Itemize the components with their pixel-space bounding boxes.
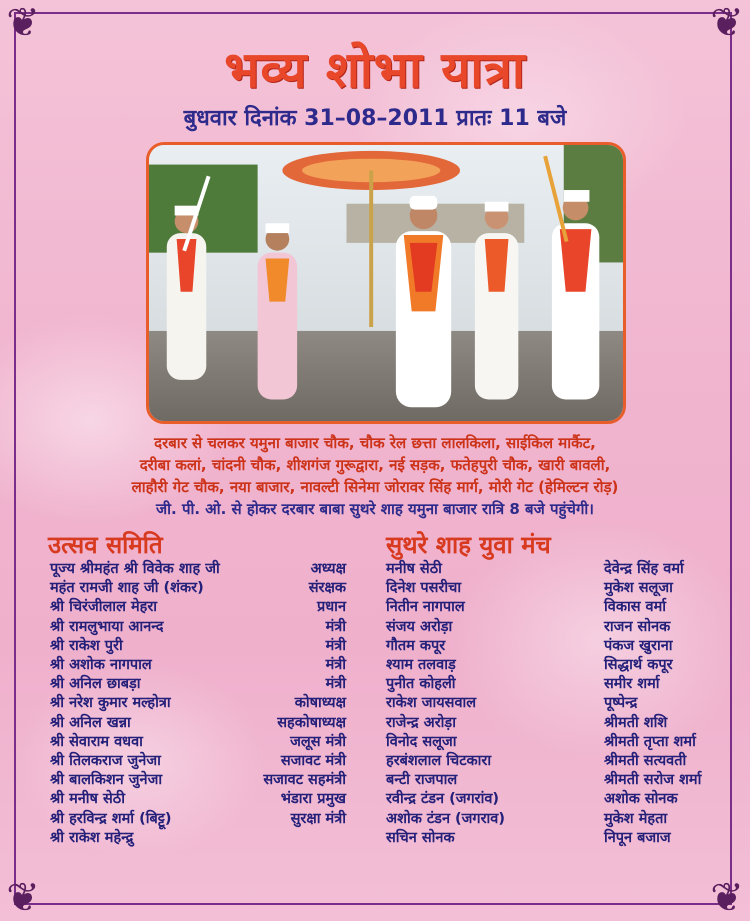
- list-item: राजन सोनक: [604, 618, 671, 635]
- route-line: दरबार से चलकर यमुना बाजार चौक, चौक रेल छत्ता लालकिला, साईकिल मार्कैट,: [154, 434, 596, 452]
- list-item: प्रधान: [317, 599, 346, 616]
- yuva-manch-list-2: [604, 560, 701, 848]
- committee-role-list: [262, 560, 346, 829]
- list-item: श्री राकेश पुरी: [50, 637, 123, 654]
- list-item: श्री मनीष सेठी: [50, 791, 125, 808]
- ornament-corner-icon: ❦: [6, 875, 40, 921]
- list-item: मंत्री: [325, 618, 346, 635]
- list-item: विकास वर्मा: [604, 599, 667, 616]
- list-item: श्री सेवाराम वधवा: [50, 733, 143, 750]
- list-item: संजय अरोड़ा: [386, 618, 453, 635]
- committee-name-list: [50, 560, 220, 848]
- ornament-corner-icon: ❦: [710, 0, 744, 46]
- procession-photo-illustration: [149, 145, 623, 421]
- ornament-corner-icon: ❦: [6, 0, 40, 46]
- list-item: समीर शर्मा: [604, 676, 660, 693]
- page-title: भव्य शोभा यात्रा: [224, 41, 526, 99]
- list-item: देवेन्द्र सिंह वर्मा: [604, 561, 684, 577]
- list-item: बन्टी राजपाल: [386, 772, 458, 789]
- list-item: संरक्षक: [308, 580, 346, 597]
- ornament-corner-icon: ❦: [710, 875, 744, 921]
- list-item: श्रीमती तृप्ता शर्मा: [604, 733, 696, 750]
- list-item: सचिन सोनक: [386, 829, 455, 846]
- list-item: पूज्य श्रीमहंत श्री विवेक शाह जी: [50, 561, 220, 577]
- list-item: श्रीमती सरोज शर्मा: [604, 772, 702, 789]
- list-item: जलूस मंत्री: [290, 733, 346, 750]
- yuva-manch-list-1: [386, 560, 505, 848]
- list-item: सजावट सहमंत्री: [263, 772, 346, 789]
- list-item: श्री अनिल खन्ना: [50, 714, 131, 731]
- list-item: श्री रामलुभाया आनन्द: [50, 618, 164, 635]
- procession-route: [30, 432, 720, 520]
- list-item: श्रीमती सत्यवती: [604, 753, 687, 770]
- list-item: महंत रामजी शाह जी (शंकर): [50, 580, 204, 597]
- list-item: अध्यक्ष: [310, 561, 346, 577]
- list-item: राकेश जायसवाल: [386, 695, 477, 712]
- list-item: दिनेश पसरीचा: [386, 580, 462, 597]
- list-item: विनोद सलूजा: [386, 733, 457, 750]
- list-item: मुकेश मेहता: [604, 810, 668, 827]
- list-item: मंत्री: [325, 637, 346, 654]
- list-item: मंत्री: [325, 676, 346, 693]
- yuva-manch-heading: सुथरे शाह युवा मंच: [386, 531, 551, 559]
- list-item: गौतम कपूर: [386, 637, 446, 654]
- list-item: अशोक सोनक: [604, 791, 678, 808]
- list-item: श्याम तलवाड़: [386, 657, 456, 674]
- list-item: पुनीत कोहली: [386, 676, 456, 693]
- list-item: कोषाध्यक्ष: [294, 695, 346, 712]
- list-item: मंत्री: [325, 657, 346, 674]
- list-item: श्री नरेश कुमार मल्होत्रा: [50, 695, 171, 712]
- list-item: सुरक्षा मंत्री: [290, 810, 346, 827]
- event-date: बुधवार दिनांक 31–08–2011 प्रातः 11 बजे: [183, 106, 567, 131]
- route-line: दरीबा कलां, चांदनी चौक, शीशगंज गुरूद्वारा, नई सड़क, फतेहपुरी चौक, खारी बावली,: [139, 456, 611, 474]
- list-item: श्री बालकिशन जुनेजा: [50, 772, 163, 789]
- list-item: मनीष सेठी: [386, 561, 442, 577]
- list-item: सिद्धार्थ कपूर: [604, 657, 673, 674]
- list-item: सजावट मंत्री: [280, 753, 346, 770]
- list-item: पूष्पेन्द्र: [604, 695, 638, 712]
- route-line: लाहौरी गेट चौक, नया बाजार, नावल्टी सिनेमा जोरावर सिंह मार्ग, मोरी गेट (हेमिल्टन रोड़): [131, 478, 619, 496]
- list-item: श्री तिलकराज जुनेजा: [50, 753, 161, 770]
- procession-photo: [146, 142, 626, 424]
- list-item: निपून बजाज: [604, 829, 671, 846]
- list-item: रवीन्द्र टंडन (जगरांव): [386, 791, 500, 808]
- list-item: श्री हरविन्द्र शर्मा (बिट्टू): [50, 810, 172, 827]
- list-item: अशोक टंडन (जगराव): [386, 810, 505, 827]
- list-item: श्रीमती शशि: [604, 714, 668, 731]
- list-item: श्री अनिल छाबड़ा: [50, 676, 141, 693]
- list-item: राजेन्द्र अरोड़ा: [386, 714, 456, 731]
- list-item: हरबंशलाल चिटकारा: [386, 753, 492, 770]
- list-item: श्री चिरंजीलाल मेहरा: [50, 599, 157, 616]
- list-item: पंकज खुराना: [604, 637, 673, 654]
- committee-heading: उत्सव समिति: [48, 531, 163, 559]
- list-item: नितीन नागपाल: [386, 599, 465, 616]
- route-line: जी. पी. ओ. से होकर दरबार बाबा सुथरे शाह यमुना बाजार रात्रि 8 बजे पहुंचेगी।: [156, 500, 594, 518]
- list-item: श्री अशोक नागपाल: [50, 657, 152, 674]
- list-item: मुकेश सलूजा: [604, 580, 673, 597]
- list-item: श्री राकेश महेन्द्रु: [50, 829, 134, 846]
- list-item: भंडारा प्रमुख: [280, 791, 346, 808]
- list-item: सहकोषाध्यक्ष: [277, 714, 346, 731]
